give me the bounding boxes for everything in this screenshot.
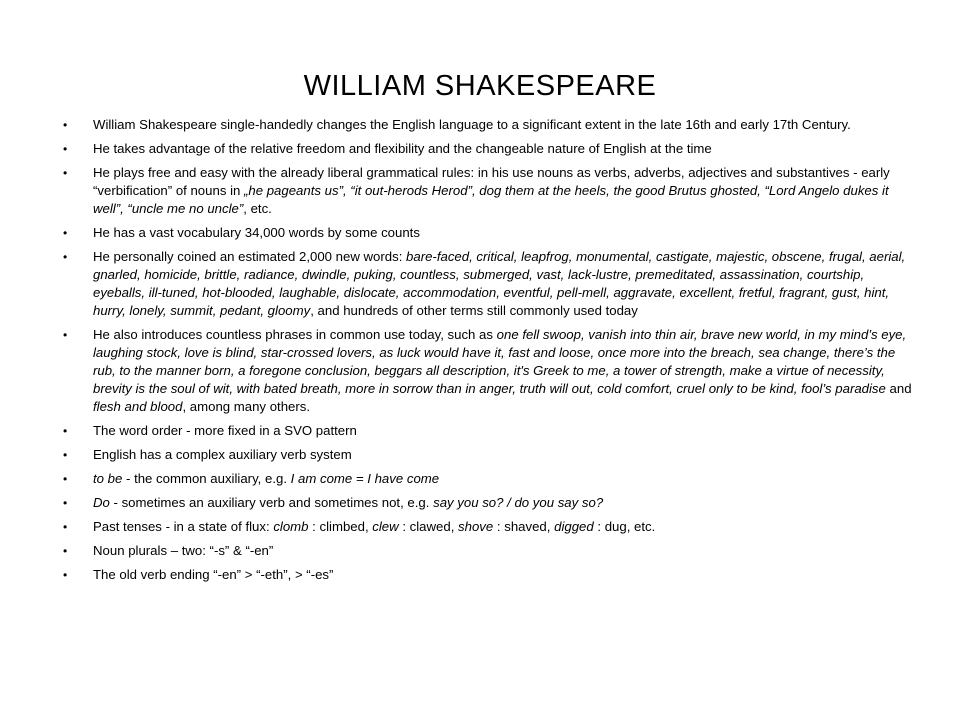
bullet-text [93,446,913,464]
bullet-marker: • [63,166,68,180]
bullet-item [63,542,913,560]
bullet-marker: • [63,226,68,240]
text-run: : dug, etc. [593,519,656,534]
bullet-marker: • [63,496,68,510]
text-run: , etc. [243,201,272,216]
bullet-item [63,494,913,512]
bullet-marker: • [63,568,68,582]
italic-example: „he pageants us”, “it out-herods Herod”, dog them at the heels, the good Brutus ghosted, “Lord Angelo dukes it well”, “uncle me no uncle” [93,183,889,216]
text-run: He personally coined an estimated 2,000 new words: [93,249,407,264]
italic-example: flesh and blood [93,399,183,414]
bullet-item [63,326,913,416]
bullet-text [93,224,913,242]
italic-example: digged [554,519,594,534]
bullet-item [63,224,913,242]
bullet-text [93,494,913,512]
bullet-marker: • [63,424,68,438]
bullet-marker: • [63,544,68,558]
italic-example: to be [93,471,123,486]
bullet-marker: • [63,472,68,486]
slide-title: WILLIAM SHAKESPEARE [303,70,657,102]
bullet-item [63,164,913,218]
text-run: He also introduces countless phrases in common use today, such as [93,327,497,342]
italic-example: Do [93,495,110,510]
bullet-text [93,140,913,158]
text-run: He takes advantage of the relative freedom and flexibility and the changeable nature of English at the time [93,141,712,156]
italic-example: clew [372,519,399,534]
bullet-text [93,326,913,416]
text-run: English has a complex auxiliary verb system [93,447,352,462]
bullet-list [63,116,913,590]
bullet-marker: • [63,250,68,264]
bullet-text [93,566,913,584]
text-run: - sometimes an auxiliary verb and sometimes not, e.g. [109,495,434,510]
text-run: : clawed, [398,519,459,534]
bullet-item [63,422,913,440]
italic-example: clomb [273,519,309,534]
italic-example: shove [458,519,494,534]
text-run: and [885,381,912,396]
bullet-item [63,470,913,488]
bullet-text [93,542,913,560]
text-run: Noun plurals – two: “-s” & “-en” [93,543,274,558]
text-run: - the common auxiliary, e.g. [122,471,291,486]
text-run: Past tenses - in a state of flux: [93,519,274,534]
bullet-text [93,422,913,440]
italic-example: I am come = I have come [290,471,440,486]
bullet-item [63,248,913,320]
bullet-text [93,470,913,488]
text-run: The word order - more fixed in a SVO pattern [93,423,357,438]
bullet-marker: • [63,142,68,156]
text-run: : shaved, [493,519,555,534]
bullet-marker: • [63,448,68,462]
italic-example: bare-faced, critical, leapfrog, monumental, castigate, majestic, obscene, frugal, aerial, gnarled, homicide, brittle, radiance, dwindle, puking, countless, submerged, vast, lack-lustre, premeditated, assassination, courtship, eyeballs, ill-tuned, hot-blooded, laughable, dislocate, accommodation, eventful, pell-mell, aggravate, excellent, fretful, fragrant, gust, hint, hurry, lonely, summit, pedant, gloomy [93,249,906,318]
italic-example: say you so? / do you say so? [433,495,604,510]
bullet-text [93,248,913,320]
italic-example: one fell swoop, vanish into thin air, brave new world, in my mind’s eye, laughing stock, love is blind, star-crossed lovers, as luck would have it, fast and loose, once more into the breach, sea change, there’s the rub, to the manner born, a foregone conclusion, beggars all description, it's Greek to me, a tower of strength, make a virtue of necessity, brevity is the soul of wit, with bated breath, more in sorrow than in anger, truth will out, cold comfort, cruel only to be kind, fool’s paradise [93,327,907,396]
text-run: William Shakespeare single-handedly changes the English language to a significant extent in the late 16th and early 17th Century. [93,117,851,132]
text-run: : climbed, [308,519,373,534]
bullet-text [93,518,913,536]
text-run: The old verb ending “-en” > “-eth”, > “-es” [93,567,334,582]
bullet-marker: • [63,520,68,534]
bullet-marker: • [63,328,68,342]
text-run: He plays free and easy with the already liberal grammatical rules: in his use nouns as verbs, adverbs, adjectives and substantives - early “verbification” of nouns in [93,165,890,198]
bullet-item [63,566,913,584]
bullet-text [93,164,913,218]
text-run: He has a vast vocabulary 34,000 words by some counts [93,225,420,240]
bullet-marker: • [63,118,68,132]
text-run: , among many others. [182,399,311,414]
bullet-text [93,116,913,134]
bullet-item [63,446,913,464]
bullet-item [63,518,913,536]
bullet-item [63,116,913,134]
text-run: , and hundreds of other terms still commonly used today [310,303,638,318]
bullet-item [63,140,913,158]
